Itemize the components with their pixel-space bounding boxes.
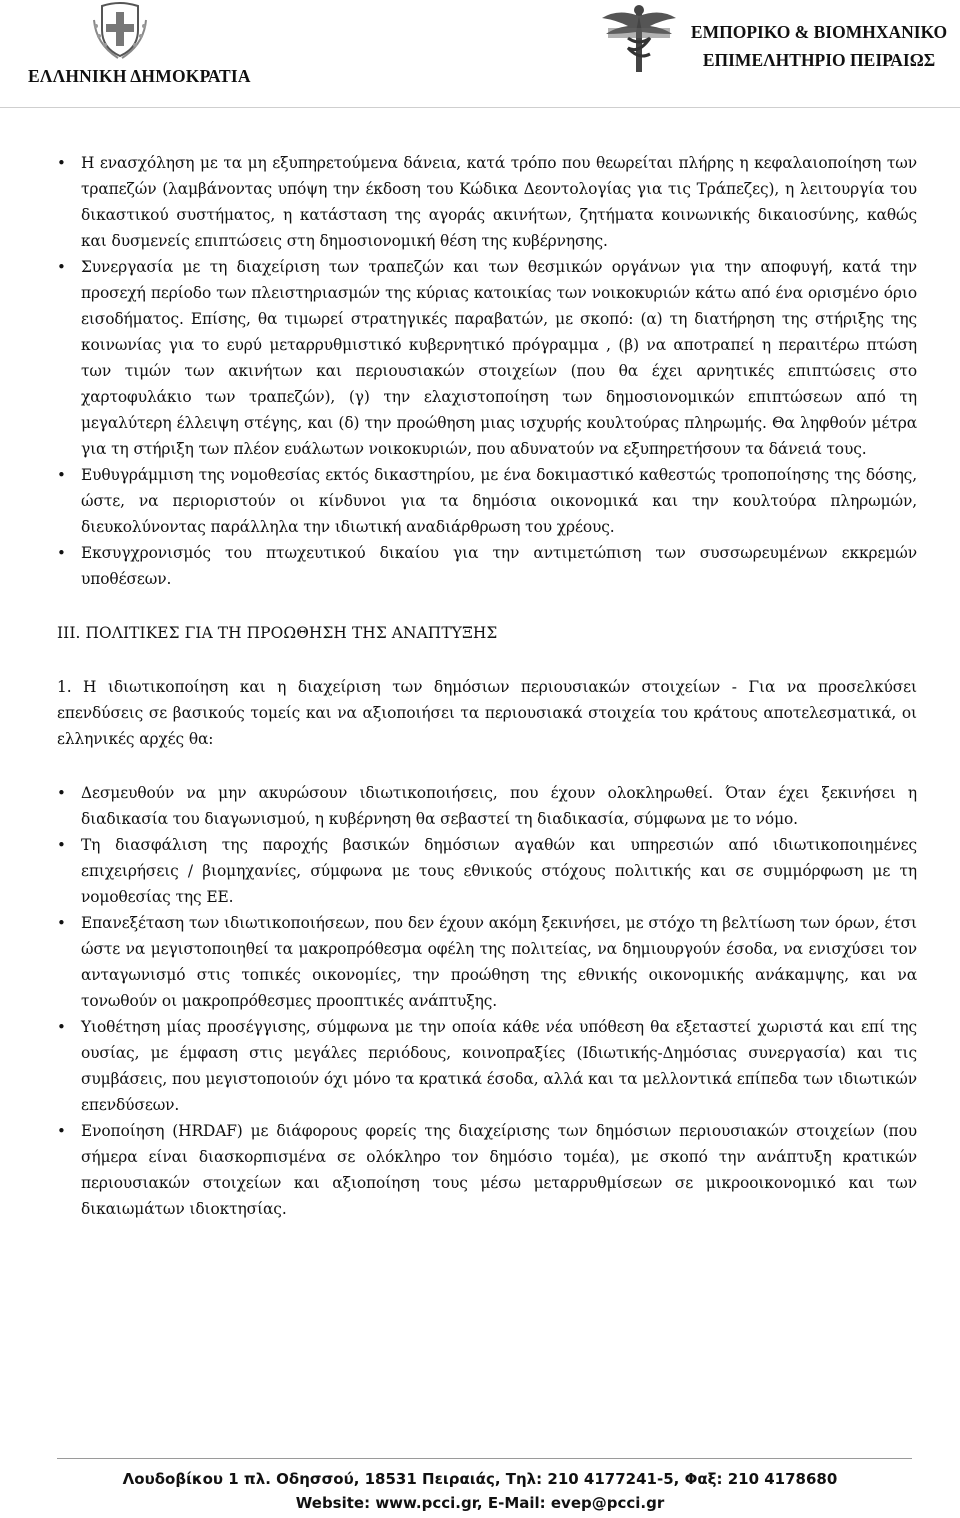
- bullet-marker: •: [57, 466, 66, 484]
- bullet-marker: •: [57, 258, 66, 276]
- letterhead: [0, 0, 960, 100]
- greek-coat-of-arms-icon: [90, 0, 150, 60]
- list-item-text: Ευθυγράμμιση της νομοθεσίας εκτός δικαστηρίου, με ένα δοκιμαστικό καθεστώς τροποποίησης της δόσης, ώστε, να περιοριστούν οι κίνδυνοι για τα δημόσια οικονομικά και την κουλτούρα πληρωμών, διευκολύνοντας παράλληλα την ιδιωτική αναδιάρθρωση του χρέους.: [81, 466, 917, 536]
- footer: [0, 1467, 960, 1515]
- list-item-text: Συνεργασία με τη διαχείριση των τραπεζών και των θεσμικών οργάνων για την αποφυγή, κατά την προσεχή περίοδο των πλειστηριασμών της κύριας κατοικίας των νοικοκυριών κάτω από ένα ορισμένο όριο εισοδήματος. Επίσης, θα τιμωρεί στρατηγικές παραβατών, με σκοπό: (α) τη διατήρηση της στήριξης της κοινωνίας για το ευρύ μεταρρυθμιστικό κυβερνητικό πρόγραμμα , (β) να αποτραπεί η περαιτέρω πτώση των τιμών των ακινήτων και περιουσιακών στοιχείων (που θα έχει αρνητικές επιπτώσεις στο χαρτοφυλάκιο των τραπεζών), (γ) την ελαχιστοποίηση των δημοσιονομικών επιπτώσεων από τη μεγαλύτερη έλλειψη στέγης, και (δ) την προώθηση μιας ισχυρής κουλτούρας πληρωμής. Θα ληφθούν μέτρα για τη στήριξη των πλέον ευάλωτων νοικοκυριών, που αδυνατούν να εξυπηρετήσουν τα δάνειά τους.: [81, 258, 917, 458]
- list-item: [57, 780, 917, 832]
- list-item: [57, 832, 917, 910]
- bullet-marker: •: [57, 1018, 66, 1036]
- bullet-marker: •: [57, 544, 66, 562]
- list-item: [57, 910, 917, 1014]
- list-item: [57, 540, 917, 592]
- list-item-text: Υιοθέτηση μίας προσέγγισης, σύμφωνα με την οποία κάθε νέα υπόθεση θα εξεταστεί χωριστά και επί της ουσίας, με έμφαση στις μεγάλες περιόδους, κοινοπραξίες (Ιδιωτικής-Δημόσιας συνεργασία) και τις συμβάσεις, που μεγιστοποιούν όχι μόνο τα κρατικά έσοδα, αλλά και τα μελλοντικά επίπεδα των ιδιωτικών επενδύσεων.: [81, 1018, 917, 1114]
- bullet-marker: •: [57, 784, 66, 802]
- list-item-text: Τη διασφάλιση της παροχής βασικών δημόσιων αγαθών και υπηρεσιών από ιδιωτικοποιημένες επιχειρήσεις / βιομηχανίες, σύμφωνα με τους εθνικούς στόχους πολιτικής και σε συμμόρφωση με τη νομοθεσίας της ΕΕ.: [81, 836, 917, 906]
- chamber-name-line2: ΕΠΙΜΕΛΗΤΗΡΙΟ ΠΕΙΡΑΙΩΣ: [702, 50, 936, 70]
- list-item-text: Δεσμευθούν να μην ακυρώσουν ιδιωτικοποιήσεις, που έχουν ολοκληρωθεί. Όταν έχει ξεκινήσει η διαδικασία του διαγωνισμού, η κυβέρνηση θα σεβαστεί τη διαδικασία, σύμφωνα με το νόμο.: [81, 784, 917, 828]
- spacer: [57, 752, 917, 780]
- chamber-name: [684, 18, 954, 74]
- list-item-text: Η ενασχόληση με τα μη εξυπηρετούμενα δάνεια, κατά τρόπο που θεωρείται πλήρης η κεφαλαιοποίηση των τραπεζών (λαμβάνοντας υπόψη την έκδοση του Κώδικα Δεοντολογίας για τις Τράπεζες), η λειτουργία του δικαστικού συστήματος, η κατάσταση της αγοράς ακινήτων, ζητήματα κοινωνικής δικαιοσύνης, καθώς και δυσμενείς επιπτώσεις στη δημοσιονομική θέση της κυβέρνησης.: [81, 154, 917, 250]
- list-item: [57, 462, 917, 540]
- spacer: [57, 592, 917, 620]
- footer-divider: [57, 1458, 912, 1459]
- list-item-text: Ενοποίηση (HRDAF) με διάφορους φορείς της διαχείρισης των δημόσιων περιουσιακών στοιχείων (που σήμερα είναι διασκορπισμένα σε ολόκληρο τον δημόσιο τομέα), με σκοπό την ανάπτυξη κρατικών περιουσιακών στοιχείων και αξιοποίηση τους μέσω μεταρρυθμίσεων σε μικροοικονομικό και των δικαιωμάτων ιδιοκτησίας.: [81, 1122, 917, 1218]
- bullet-marker: •: [57, 1122, 66, 1140]
- footer-contact: Website: www.pcci.gr, E-Mail: evep@pcci.gr: [295, 1494, 665, 1512]
- list-item-text: Επανεξέταση των ιδιωτικοποιήσεων, που δεν έχουν ακόμη ξεκινήσει, με στόχο τη βελτίωση των όρων, έτσι ώστε να μεγιστοποιηθεί τα μακροπρόθεσμα οφέλη της πολιτείας, να δημιουργούν έσοδα, να ενισχύσει τον ανταγωνισμό στις τοπικές οικονομίες, την προώθηση της εθνικής οικονομικής ανάκαμψης, και να τονωθούν οι μακροπρόθεσμες προοπτικές ανάπτυξης.: [81, 914, 917, 1010]
- list-item: [57, 1014, 917, 1118]
- republic-name: ΕΛΛΗΝΙΚΗ ΔΗΜΟΚΡΑΤΙΑ: [28, 66, 251, 86]
- chamber-name-line1: ΕΜΠΟΡΙΚΟ & ΒΙΟΜΗΧΑΝΙΚΟ: [690, 22, 948, 42]
- bullet-marker: •: [57, 154, 66, 172]
- footer-address: Λουδοβίκου 1 πλ. Οδησσού, 18531 Πειραιάς, Τηλ: 210 4177241-5, Φαξ: 210 4178680: [122, 1470, 838, 1488]
- document-body: [57, 150, 917, 1222]
- section-heading: III. ΠΟΛΙΤΙΚΕΣ ΓΙΑ ΤΗ ΠΡΟΩΘΗΣΗ ΤΗΣ ΑΝΑΠΤΥΞΗΣ: [57, 624, 498, 642]
- piraeus-chamber-hermes-logo-icon: [598, 2, 680, 74]
- bullet-marker: •: [57, 836, 66, 854]
- list-item: [57, 150, 917, 254]
- list-item: [57, 1118, 917, 1222]
- list-item: [57, 254, 917, 462]
- numbered-paragraph: 1. Η ιδιωτικοποίηση και η διαχείριση των δημόσιων περιουσιακών στοιχείων - Για να προσελκύσει επενδύσεις σε βασικούς τομείς και να αξιοποιήσει τα περιουσιακά στοιχεία του κράτους αποτελεσματικά, οι ελληνικές αρχές θα:: [57, 678, 917, 748]
- list-item-text: Εκσυγχρονισμός του πτωχευτικού δικαίου για την αντιμετώπιση των συσσωρευμένων εκκρεμών υποθέσεων.: [81, 544, 917, 588]
- spacer: [57, 646, 917, 674]
- header-divider: [0, 107, 960, 108]
- bullet-marker: •: [57, 914, 66, 932]
